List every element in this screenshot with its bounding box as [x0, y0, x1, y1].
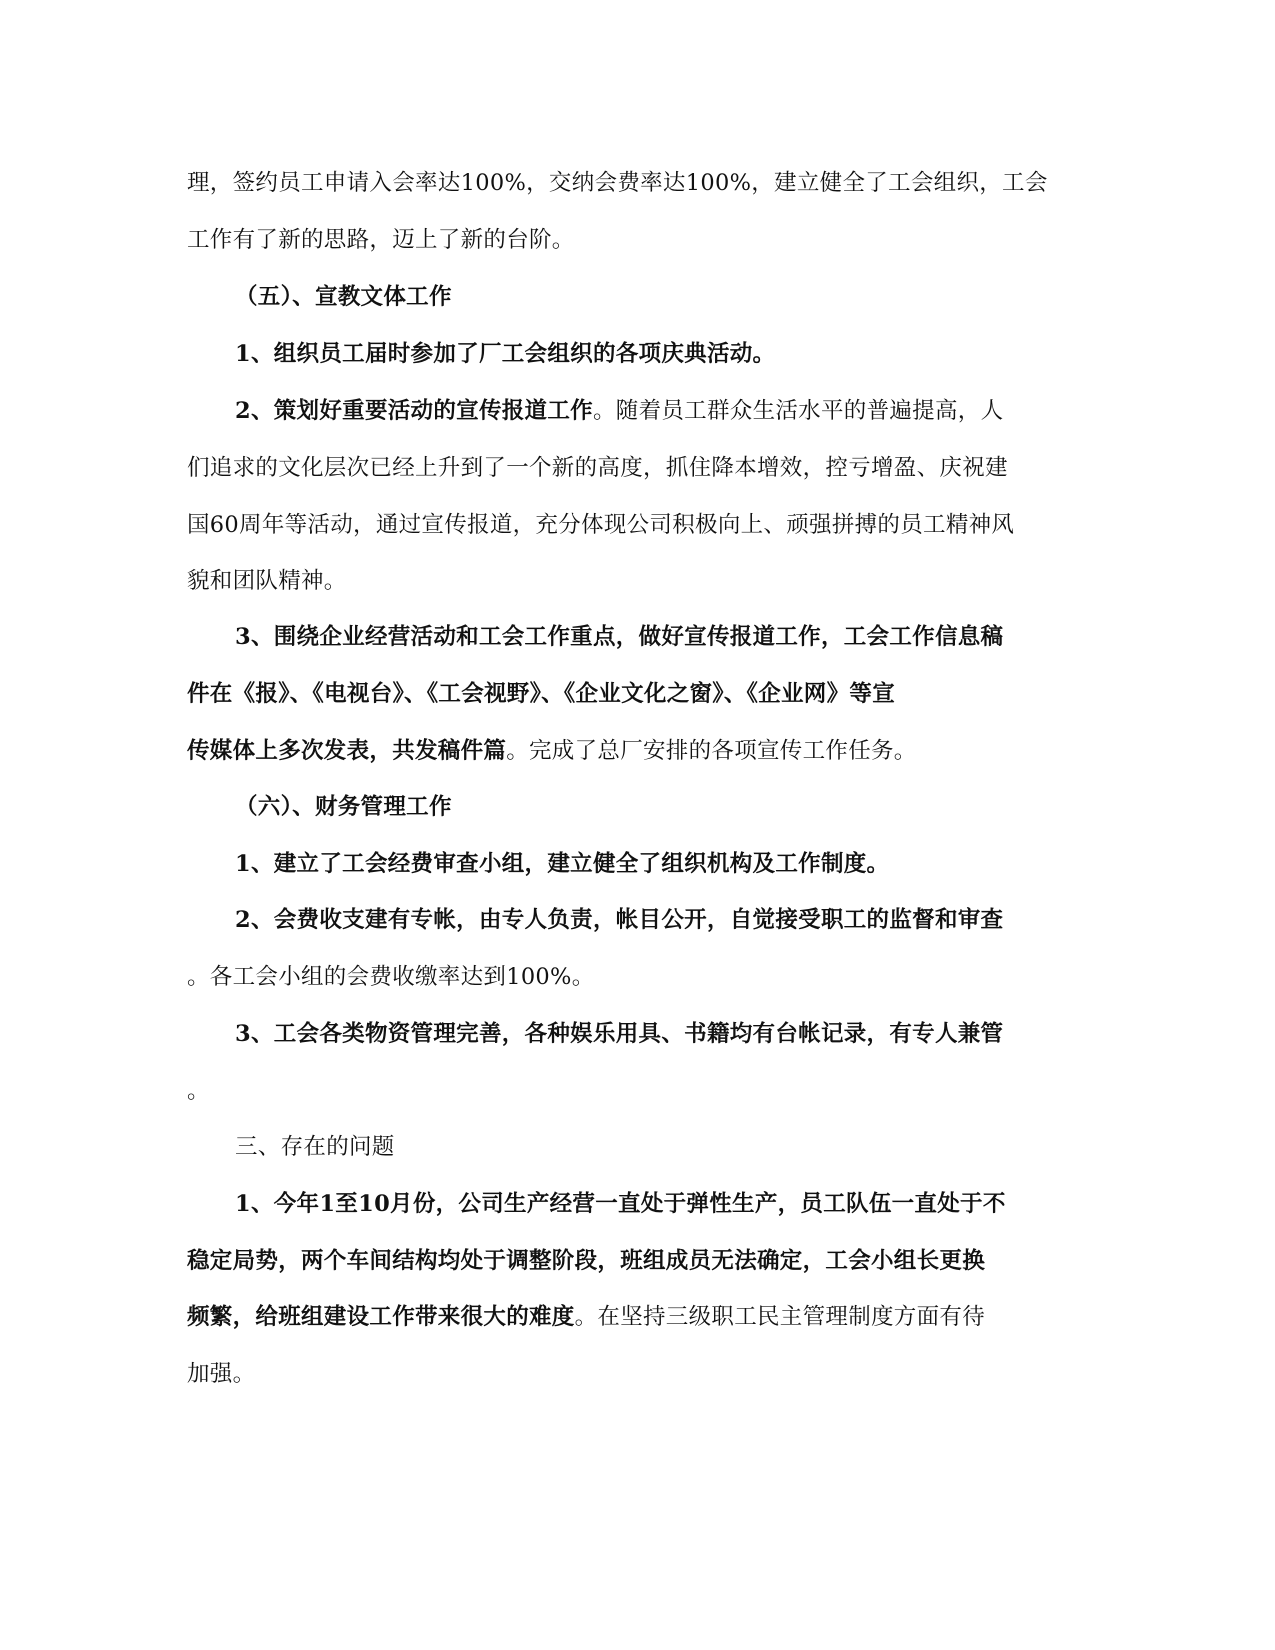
paragraph-line — [235, 622, 1003, 652]
section-heading — [235, 792, 452, 822]
paragraph-line — [235, 1189, 1006, 1219]
text-run: 稳定局势，两个车间结构均处于调整阶段，班组成员无法确定，工会小组长更换 — [187, 1248, 986, 1274]
text-run: 们追求的文化层次已经上升到了一个新的高度，抓住降本增效，控亏增盈、庆祝建 — [187, 455, 1008, 481]
heading-text: 三、存在的问题 — [235, 1134, 395, 1160]
paragraph-line — [187, 1302, 985, 1332]
text-run: 。 — [187, 1078, 210, 1104]
text-run: 频繁，给班组建设工作带来很大的难度 — [187, 1304, 575, 1330]
text-run: 件在《报》、《电视台》、《工会视野》、《企业文化之窗》、《企业网》等宣 — [187, 681, 896, 707]
text-run: 理，签约员工申请入会率达100%，交纳会费率达100%，建立健全了工会组织，工会 — [187, 170, 1048, 196]
paragraph-line — [235, 905, 1003, 935]
paragraph-line — [187, 168, 1048, 198]
text-run: 加强。 — [187, 1361, 256, 1387]
text-run: 。随着员工群众生活水平的普遍提高，人 — [592, 398, 1004, 424]
section-heading — [235, 1132, 395, 1162]
paragraph-line — [187, 1359, 255, 1389]
text-run: 国60周年等活动，通过宣传报道，充分体现公司积极向上、顽强拼搏的员工精神风 — [187, 512, 1015, 538]
paragraph-line — [235, 339, 775, 369]
heading-text: （五）、宣教文体工作 — [235, 284, 452, 310]
text-run: 2、策划好重要活动的宣传报道工作 — [235, 398, 593, 424]
text-run: 工作有了新的思路，迈上了新的台阶。 — [187, 227, 575, 253]
paragraph-line — [187, 453, 1008, 483]
paragraph-line — [235, 849, 889, 879]
paragraph-line — [187, 225, 575, 255]
paragraph-line — [187, 1076, 210, 1106]
text-run: 。完成了总厂安排的各项宣传工作任务。 — [506, 738, 917, 764]
text-run: 3、工会各类物资管理完善，各种娱乐用具、书籍均有台帐记录，有专人兼管 — [235, 1021, 1004, 1047]
section-heading — [235, 282, 452, 312]
text-run: 2、会费收支建有专帐，由专人负责，帐目公开，自觉接受职工的监督和审查 — [235, 907, 1004, 933]
paragraph-line — [235, 1019, 1003, 1049]
paragraph-line — [187, 736, 917, 766]
paragraph-line — [187, 566, 347, 596]
paragraph-line — [187, 1246, 985, 1276]
paragraph-line — [235, 396, 1003, 426]
text-run: 。各工会小组的会费收缴率达到100%。 — [187, 964, 595, 990]
paragraph-line — [187, 510, 1014, 540]
text-run: 貌和团队精神。 — [187, 568, 347, 594]
text-run: 1、今年1至10月份，公司生产经营一直处于弹性生产，员工队伍一直处于不 — [235, 1191, 1006, 1217]
text-run: 1、建立了工会经费审查小组，建立健全了组织机构及工作制度。 — [235, 851, 890, 877]
heading-text: （六）、财务管理工作 — [235, 794, 452, 820]
text-run: 3、围绕企业经营活动和工会工作重点，做好宣传报道工作，工会工作信息稿 — [235, 624, 1004, 650]
text-run: 1、组织员工届时参加了厂工会组织的各项庆典活动。 — [235, 341, 776, 367]
paragraph-line — [187, 962, 595, 992]
text-run: 。在坚持三级职工民主管理制度方面有待 — [574, 1304, 986, 1330]
text-run: 传媒体上多次发表，共发稿件篇 — [187, 738, 507, 764]
paragraph-line — [187, 679, 895, 709]
